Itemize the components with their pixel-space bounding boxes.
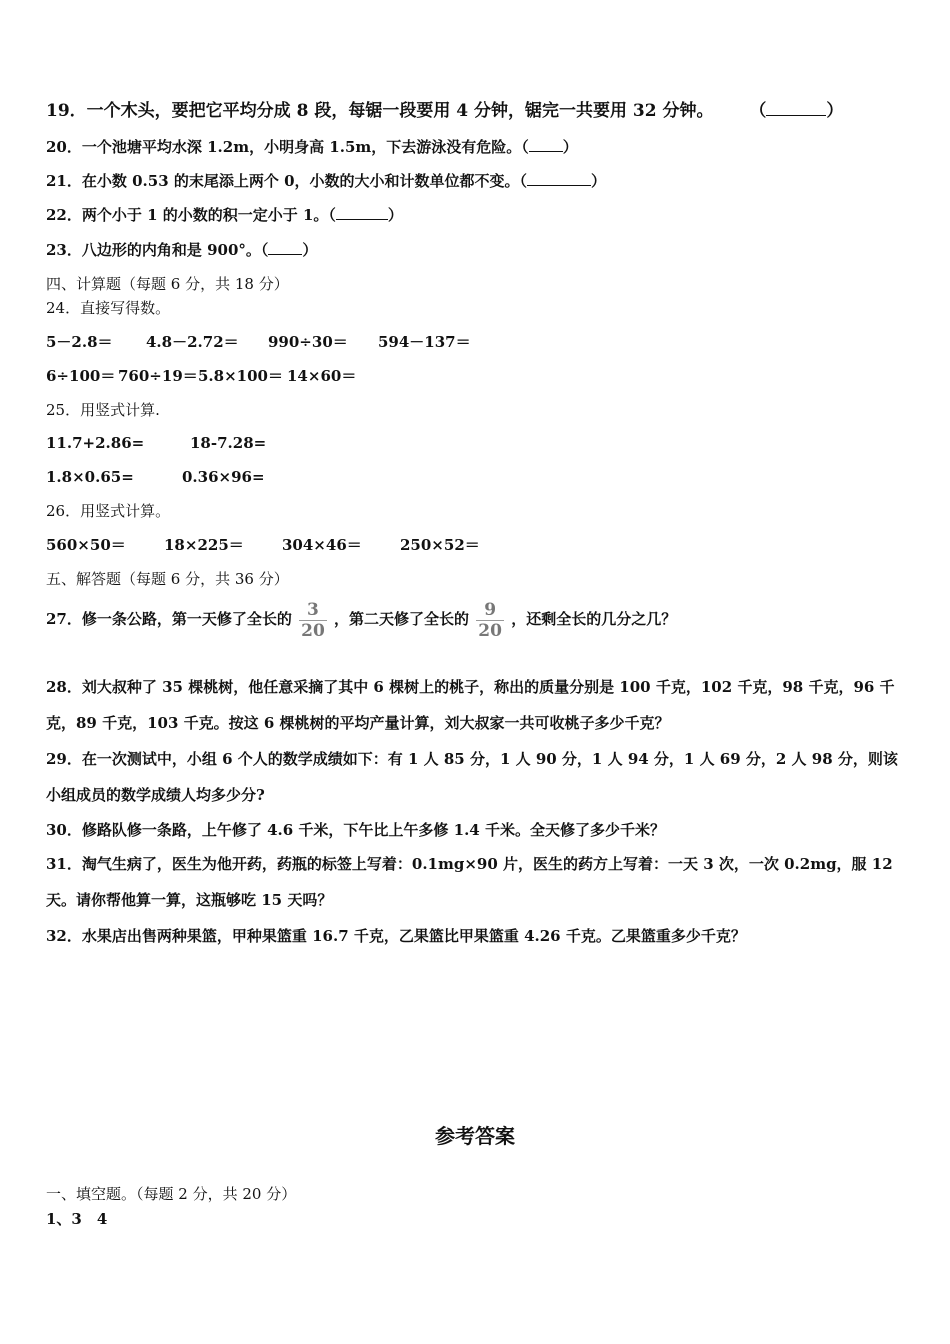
answer-blank[interactable] [527,171,591,186]
question-25-row-1 [46,433,910,453]
fraction-9-20: $\frac{9}{20}$ [478,599,502,641]
calc-item: 5－2.8＝ [46,333,113,351]
calc-item: 18-7.28= [190,434,267,452]
answer-blank[interactable] [336,205,388,220]
question-22: 22．两个小于 1 的小数的积一定小于 1。（ ） [46,206,403,224]
calc-item: 760÷19＝ [118,367,198,385]
question-26-row-1 [46,535,910,555]
question-24-row-2 [46,366,910,386]
calc-item: 4.8－2.72＝ [146,333,239,351]
answer-blank[interactable] [268,240,302,255]
question-29: 29．在一次测试中，小组 6 个人的数学成绩如下：有 1 人 85 分，1 人 90 分，1 人 94 分，1 人 69 分，2 人 98 分，则该小组成员的数学成绩人均多少分? [46,750,898,804]
question-24-row-1 [46,332,910,352]
section-5-title: 五、解答题（每题 6 分，共 36 分） [46,570,289,588]
answer-1: 1、3 4 [46,1210,108,1228]
calc-item: 990÷30＝ [268,333,348,351]
question-25-row-2 [46,467,910,487]
answer-blank[interactable] [766,101,826,116]
question-19: 19．一个木头，要把它平均分成 8 段，每锯一段要用 4 分钟，锯完一共要用 32 分钟。 （ ） [46,101,844,121]
calc-item: 11.7+2.86= [46,434,145,452]
calc-item: 250×52＝ [400,536,480,554]
question-23: 23．八边形的内角和是 900°。（ ） [46,241,318,259]
question-28: 28．刘大叔种了 35 棵桃树，他任意采摘了其中 6 棵树上的桃子，称出的质量分别是 100 千克，102 千克，98 千克，96 千克，89 千克，103 千克。按这 6 棵桃树的平均产量计算，刘大叔家一共可收桃子多少千克？ [46,678,895,732]
calc-item: 5.8×100＝ [198,367,283,385]
section-4-title: 四、计算题（每题 6 分，共 18 分） [46,275,289,293]
calc-item: 14×60＝ [287,367,357,385]
question-20: 20．一个池塘平均水深 1.2m，小明身高 1.5m，下去游泳没有危险。（ ） [46,138,578,156]
calc-item: 0.36×96= [182,468,265,486]
question-31: 31．淘气生病了，医生为他开药，药瓶的标签上写着：0.1mg×90 片，医生的药方上写着：一天 3 次，一次 0.2mg，服 12 天。请你帮他算一算，这瓶够吃 15 天吗？ [46,855,893,909]
question-21: 21．在小数 0.53 的末尾添上两个 0，小数的大小和计数单位都不变。（ ） [46,172,607,190]
question-26-title: 26．用竖式计算。 [46,502,171,520]
question-32: 32．水果店出售两种果篮，甲种果篮重 16.7 千克，乙果篮比甲果篮重 4.26 千克。乙果篮重多少千克？ [46,927,746,945]
answer-blank[interactable] [529,137,563,152]
calc-item: 594－137＝ [378,333,471,351]
question-24-title: 24．直接写得数。 [46,299,171,317]
question-25-title: 25．用竖式计算. [46,401,160,419]
answers-title: 参考答案 [435,1124,515,1148]
question-27: 27．修一条公路，第一天修了全长的 $\frac{3}{20}$ ，第二天修了全长的 $\frac{9}{20}$ ，还剩全长的几分之几？ [46,599,677,641]
calc-item: 6÷100＝ [46,367,116,385]
calc-item: 560×50＝ [46,536,126,554]
calc-item: 304×46＝ [282,536,362,554]
fraction-3-20: $\frac{3}{20}$ [301,599,325,641]
question-30: 30．修路队修一条路，上午修了 4.6 千米，下午比上午多修 1.4 千米。全天修了多少千米？ [46,821,665,839]
calc-item: 1.8×0.65= [46,468,134,486]
answers-section-1: 一、填空题。（每题 2 分，共 20 分） [46,1185,297,1203]
calc-item: 18×225＝ [164,536,244,554]
